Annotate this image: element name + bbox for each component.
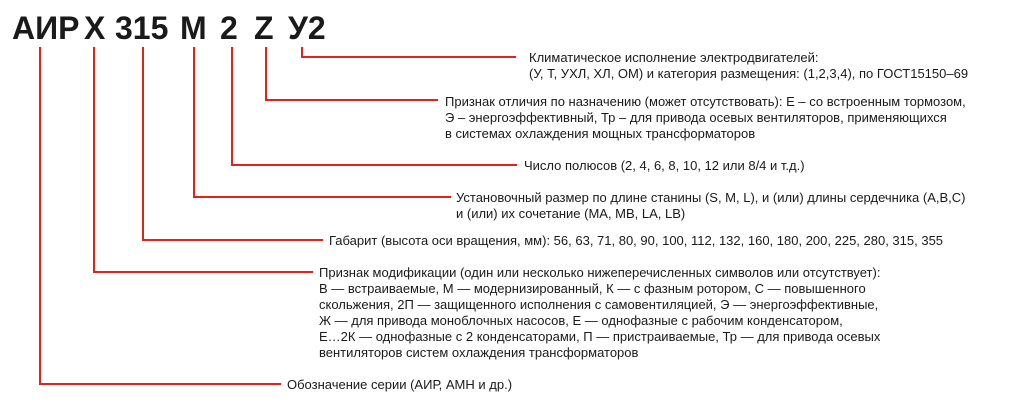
code-part-purpose: Z [254,10,274,46]
description-line: вентиляторов систем охлаждения трансформаторов [319,345,639,360]
description-line: Е…2К — однофазные с 2 конденсаторами, П — пристраиваемые, Тр — для привода осевых [319,329,881,344]
leader-line-climate [302,48,515,57]
description-poles [524,158,805,174]
description-line: Признак модификации (один или несколько нижеперечисленных символов или отсутствует): [319,265,881,280]
leader-line-purpose [266,48,437,100]
description-line: (У, Т, УХЛ, ХЛ, ОМ) и категория размещения: (1,2,3,4), по ГОСТ15150–69 [529,66,969,81]
description-length [456,190,966,222]
description-climate [529,50,968,82]
code-part-poles: 2 [220,10,238,46]
code-part-length: M [180,10,207,46]
leader-line-modification [94,48,312,272]
description-line: Э – энергоэффективный, Тр – для привода осевых вентиляторов, применяющихся [445,110,947,125]
description-line: и (или) их сочетание (MA, MB, LA, LB) [456,206,686,221]
code-part-frame-size: 315 [115,10,169,46]
description-frame-size [329,233,943,249]
description-series [287,377,512,393]
description-line: Обозначение серии (АИР, АМН и др.) [287,377,513,392]
description-modification [319,265,880,361]
description-line: Число полюсов (2, 4, 6, 8, 10, 12 или 8/4 и т.д.) [524,158,805,173]
code-part-modification: X [84,10,106,46]
description-line: Климатическое исполнение электродвигателей: [529,50,819,65]
description-line: В — встраиваемые, М — модернизированный, К — с фазным ротором, С — повышенного [319,281,866,296]
leader-line-series [40,48,280,384]
code-part-series: АИР [12,10,80,46]
description-purpose [445,94,966,142]
description-line: в системах охлаждения мощных трансформаторов [445,126,756,141]
description-line: Габарит (высота оси вращения, мм): 56, 63, 71, 80, 90, 100, 112, 132, 160, 180, 200, 225, 280, 315, 355 [329,233,944,248]
description-line: Установочный размер по длине станины (S, M, L), и (или) длины сердечника (A,B,C) [456,190,966,205]
description-line: скольжения, 2П — защищенного исполнения с самовентиляцией, Э — энергоэффективные, [319,297,879,312]
description-line: Ж — для привода моноблочных насосов, Е — однофазные с рабочим конденсатором, [319,313,843,328]
description-line: Признак отличия по назначению (может отсутствовать): Е – со встроенным тормозом, [445,94,966,109]
code-part-climate: У2 [288,10,326,46]
